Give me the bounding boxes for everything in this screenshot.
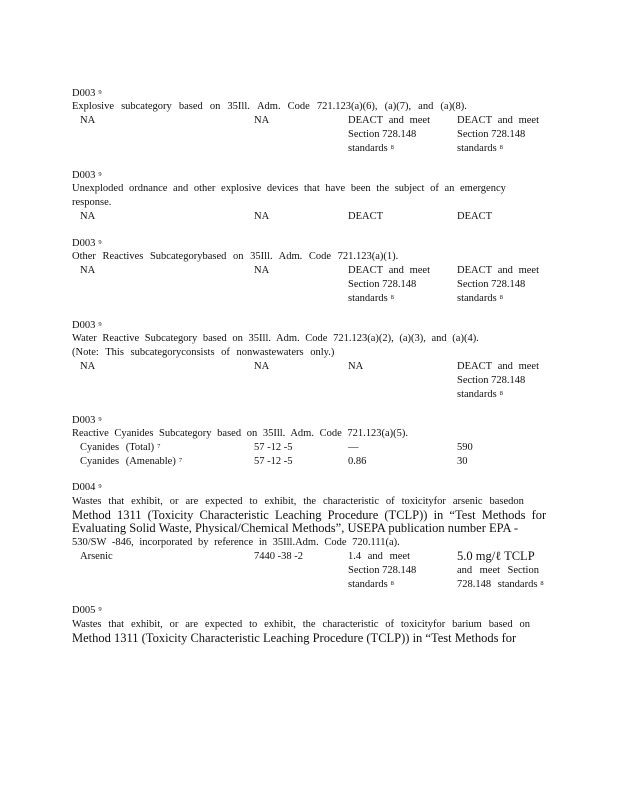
- word: exhibit,: [130, 619, 163, 630]
- word: DEACT: [457, 115, 492, 126]
- section-description: response.: [72, 197, 112, 208]
- word: to: [249, 619, 258, 630]
- nonwastewater-standard: 5.0 mg/ℓ TCLP: [457, 549, 535, 563]
- word: DEACT: [457, 361, 492, 372]
- section-description: Other Reactives Subcategorybased on 35Ill. Adm. Code 721.123(a)(1).: [72, 251, 399, 262]
- word: Adm.: [256, 101, 281, 112]
- section-description: Method 1311 (Toxicity Characteristic Leaching Procedure (TCLP)) in “Test Methods for: [72, 631, 517, 645]
- word: meet: [479, 565, 501, 576]
- wastewater-standard: [348, 551, 410, 563]
- wastewater-standard: standards $^8$: [348, 143, 394, 154]
- word: expected: [205, 496, 243, 507]
- cas-number: 7440 -38 -2: [254, 551, 303, 562]
- nonwastewater-standard: [457, 565, 539, 577]
- word: basedon: [489, 496, 524, 507]
- nonwastewater-standard: standards $^8$: [457, 143, 503, 154]
- word: that: [108, 496, 125, 507]
- word: meet: [409, 265, 430, 276]
- word: of: [385, 619, 395, 630]
- constituent-name: Arsenic: [80, 551, 113, 562]
- word: and: [388, 265, 404, 276]
- nonwastewater-standard: standards $^8$: [457, 389, 503, 400]
- waste-code: D003 $^9$: [72, 170, 102, 181]
- wastewater-standard: NA: [348, 361, 364, 372]
- word: meet: [389, 551, 410, 562]
- word: or: [169, 496, 179, 507]
- word: DEACT: [457, 265, 492, 276]
- wastewater-standard: standards $^8$: [348, 579, 394, 590]
- nonwastewater-standard: [457, 115, 539, 127]
- word: exhibit,: [264, 496, 297, 507]
- nonwastewater-standard: Section 728.148: [457, 279, 526, 290]
- word: Wastes: [72, 496, 102, 507]
- word: based: [178, 101, 203, 112]
- word: and: [418, 101, 434, 112]
- word: 1.4: [348, 551, 362, 562]
- wastewater-standard: standards $^8$: [348, 293, 394, 304]
- word: toxicityfor: [400, 619, 446, 630]
- word: are: [185, 496, 199, 507]
- word: are: [185, 619, 199, 630]
- word: on: [209, 101, 221, 112]
- word: and: [497, 361, 513, 372]
- word: DEACT: [348, 115, 383, 126]
- nonwastewater-standard: Section 728.148: [457, 375, 526, 386]
- cas-number: 57 -12 -5: [254, 456, 293, 467]
- word: characteristic: [323, 496, 379, 507]
- wastewater-standard: 0.86: [348, 456, 367, 467]
- word: meet: [518, 265, 539, 276]
- word: subcategory: [121, 101, 172, 112]
- section-description: Unexploded ordnance and other explosive devices that have been the subject of an emergency: [72, 183, 506, 194]
- constituent-name: NA: [80, 115, 96, 126]
- word: and: [497, 265, 513, 276]
- cas-number: NA: [254, 265, 270, 276]
- wastewater-standard: Section 728.148: [348, 565, 417, 576]
- constituent-name: Cyanides (Amenable) $^7$: [80, 456, 183, 467]
- waste-code: D003 $^9$: [72, 320, 102, 331]
- constituent-name: Cyanides (Total) $^7$: [80, 442, 161, 453]
- nonwastewater-standard: 30: [457, 456, 468, 467]
- word: characteristic: [322, 619, 379, 630]
- word: (a)(8).: [440, 101, 467, 112]
- wastewater-standard: —: [348, 442, 359, 453]
- word: the: [303, 496, 317, 507]
- word: arsenic: [452, 496, 483, 507]
- word: Section: [507, 565, 539, 576]
- cas-number: 57 -12 -5: [254, 442, 293, 453]
- waste-code: D004 $^9$: [72, 482, 102, 493]
- wastewater-standard: Section 728.148: [348, 129, 417, 140]
- section-description: Evaluating Solid Waste, Physical/Chemical Methods”, USEPA publication number EPA -: [72, 521, 519, 535]
- section-description: Reactive Cyanides Subcategory based on 35Ill. Adm. Code 721.123(a)(5).: [72, 428, 409, 439]
- word: exhibit,: [131, 496, 163, 507]
- word: meet: [518, 115, 539, 126]
- nonwastewater-standard: DEACT: [457, 211, 492, 222]
- section-description: 530/SW -846, incorporated by reference in 35Ill.Adm. Code 720.111(a).: [72, 537, 400, 548]
- constituent-name: NA: [80, 211, 96, 222]
- word: on: [519, 619, 530, 630]
- word: expected: [204, 619, 243, 630]
- cas-number: NA: [254, 361, 270, 372]
- section-description: Method 1311 (Toxicity Characteristic Leaching Procedure (TCLP)) in “Test Methods for: [72, 508, 547, 522]
- nonwastewater-standard: standards $^8$: [457, 293, 503, 304]
- wastewater-standard: DEACT: [348, 211, 383, 222]
- word: 721.123(a)(6),: [316, 101, 378, 112]
- section-description: (Note: This subcategoryconsists of nonwastewaters only.): [72, 347, 335, 358]
- nonwastewater-standard: Section 728.148: [457, 129, 526, 140]
- word: toxicityfor: [401, 496, 446, 507]
- word: and: [457, 565, 473, 576]
- word: Explosive: [72, 101, 114, 112]
- cas-number: NA: [254, 115, 270, 126]
- word: meet: [409, 115, 430, 126]
- nonwastewater-standard: [457, 265, 539, 277]
- word: based: [488, 619, 513, 630]
- section-description: [72, 619, 530, 631]
- constituent-name: NA: [80, 361, 96, 372]
- word: 35Ill.: [227, 101, 250, 112]
- waste-code: D003 $^9$: [72, 238, 102, 249]
- waste-code: D003 $^9$: [72, 415, 102, 426]
- nonwastewater-standard: 590: [457, 442, 473, 453]
- word: the: [302, 619, 316, 630]
- word: (a)(7),: [384, 101, 412, 112]
- word: that: [108, 619, 125, 630]
- word: to: [249, 496, 258, 507]
- word: barium: [452, 619, 482, 630]
- word: Code: [287, 101, 310, 112]
- constituent-name: NA: [80, 265, 96, 276]
- wastewater-standard: [348, 265, 430, 277]
- waste-code: D003 $^9$: [72, 88, 102, 99]
- nonwastewater-standard: [457, 361, 539, 373]
- word: and: [497, 115, 513, 126]
- wastewater-standard: Section 728.148: [348, 279, 417, 290]
- word: and: [367, 551, 383, 562]
- word: and: [388, 115, 404, 126]
- section-description: [72, 101, 467, 113]
- waste-code: D005 $^9$: [72, 605, 102, 616]
- wastewater-standard: [348, 115, 430, 127]
- word: meet: [518, 361, 539, 372]
- word: DEACT: [348, 265, 383, 276]
- section-description: Water Reactive Subcategory based on 35Ill. Adm. Code 721.123(a)(2), (a)(3), and (a)(4).: [72, 333, 479, 344]
- nonwastewater-standard: 728.148 standards $^8$: [457, 579, 544, 590]
- cas-number: NA: [254, 211, 270, 222]
- word: Wastes: [72, 619, 102, 630]
- section-description: [72, 496, 524, 508]
- word: of: [385, 496, 395, 507]
- word: or: [169, 619, 179, 630]
- word: exhibit,: [264, 619, 296, 630]
